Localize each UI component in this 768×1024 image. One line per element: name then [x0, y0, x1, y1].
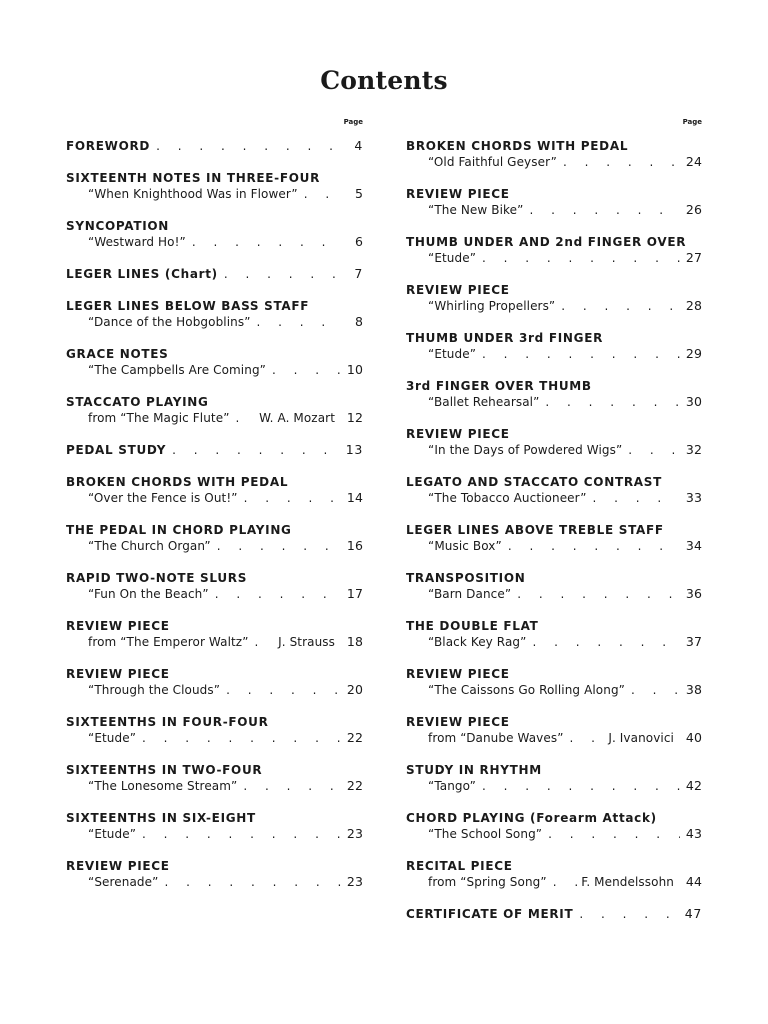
- toc-heading-row: [406, 906, 702, 922]
- toc-heading-row: [66, 442, 363, 458]
- piece-title: “Whirling Propellers”: [428, 299, 556, 313]
- dot-leader: [211, 538, 341, 554]
- toc-piece-row: [406, 826, 702, 842]
- toc-piece-row: [406, 346, 702, 362]
- page-number: 40: [685, 730, 702, 745]
- toc-heading: THUMB UNDER AND 2nd FINGER OVER: [406, 235, 687, 249]
- toc-heading: STACCATO PLAYING: [66, 395, 209, 409]
- piece-title: “When Knighthood Was in Flower”: [88, 187, 298, 201]
- toc-heading-row: [406, 618, 702, 634]
- entry-list-right: [406, 138, 702, 922]
- toc-piece-row: [66, 538, 363, 554]
- contents-column-left: [66, 118, 363, 906]
- dot-leader: [587, 490, 680, 506]
- dot-leader: [237, 778, 341, 794]
- contents-column-right: [406, 118, 702, 938]
- toc-entry: [406, 714, 702, 746]
- dot-leader: [298, 186, 341, 202]
- page-number: 44: [685, 874, 702, 889]
- dot-leader: [476, 250, 680, 266]
- toc-heading-row: [406, 810, 702, 826]
- toc-entry: [66, 618, 363, 650]
- toc-heading: THE PEDAL IN CHORD PLAYING: [66, 523, 292, 537]
- toc-heading-row: [406, 330, 702, 346]
- piece-title: “Etude”: [428, 251, 477, 265]
- toc-piece-row: [66, 682, 363, 698]
- toc-heading: SIXTEENTHS IN SIX-EIGHT: [66, 811, 256, 825]
- toc-heading-row: [66, 714, 363, 730]
- toc-entry: [406, 330, 702, 362]
- toc-heading: SYNCOPATION: [66, 219, 170, 233]
- toc-heading-row: [406, 474, 702, 490]
- dot-leader: [166, 442, 341, 458]
- dot-leader: [542, 826, 680, 842]
- page-number: 16: [346, 538, 363, 553]
- dot-leader: [625, 682, 680, 698]
- toc-heading-row: [406, 282, 702, 298]
- page-number: 20: [346, 682, 363, 697]
- toc-entry: [66, 522, 363, 554]
- dot-leader: [573, 906, 680, 922]
- toc-entry: [66, 394, 363, 426]
- toc-heading: CERTIFICATE OF MERIT: [406, 907, 574, 921]
- dot-leader: [136, 826, 341, 842]
- toc-heading-row: [406, 186, 702, 202]
- toc-heading-row: [66, 218, 363, 234]
- toc-piece-row: [66, 490, 363, 506]
- toc-piece-row: [66, 586, 363, 602]
- toc-heading: SIXTEENTHS IN FOUR-FOUR: [66, 715, 269, 729]
- dot-leader: [238, 490, 341, 506]
- toc-piece-row: [406, 442, 702, 458]
- toc-heading: REVIEW PIECE: [66, 667, 170, 681]
- toc-piece-row: [66, 234, 363, 250]
- piece-title: from “The Magic Flute”: [88, 411, 230, 425]
- toc-piece-row: [406, 682, 702, 698]
- toc-entry: [406, 570, 702, 602]
- page-number: 7: [354, 266, 363, 281]
- toc-heading-row: [66, 266, 363, 282]
- toc-heading: LEGER LINES ABOVE TREBLE STAFF: [406, 523, 664, 537]
- toc-entry: [406, 810, 702, 842]
- toc-entry: [406, 858, 702, 890]
- page-number: 33: [685, 490, 702, 505]
- toc-entry: [66, 218, 363, 250]
- piece-title: “Dance of the Hobgoblins”: [88, 315, 251, 329]
- toc-piece-row: [406, 250, 702, 266]
- dot-leader: [209, 586, 341, 602]
- piece-title: “Music Box”: [428, 539, 502, 553]
- toc-heading: GRACE NOTES: [66, 347, 169, 361]
- toc-heading-row: [66, 666, 363, 682]
- toc-heading: 3rd FINGER OVER THUMB: [406, 379, 592, 393]
- toc-heading: RAPID TWO-NOTE SLURS: [66, 571, 248, 585]
- dot-leader: [266, 362, 341, 378]
- toc-entry: [66, 714, 363, 746]
- toc-entry: [66, 474, 363, 506]
- toc-piece-row: [406, 730, 702, 746]
- page-number: 26: [685, 202, 702, 217]
- toc-piece-row: [406, 538, 702, 554]
- dot-leader: [526, 634, 680, 650]
- composer-name: J. Ivanovici: [608, 731, 674, 745]
- toc-entry: [406, 618, 702, 650]
- toc-heading-row: [406, 234, 702, 250]
- piece-title: “Through the Clouds”: [88, 683, 221, 697]
- toc-heading: LEGER LINES BELOW BASS STAFF: [66, 299, 310, 313]
- toc-entry: [66, 138, 363, 154]
- toc-heading: SIXTEENTHS IN TWO-FOUR: [66, 763, 263, 777]
- piece-title: “The Caissons Go Rolling Along”: [428, 683, 625, 697]
- toc-entry: [66, 762, 363, 794]
- toc-heading: THUMB UNDER 3rd FINGER: [406, 331, 604, 345]
- toc-heading-row: [66, 346, 363, 362]
- toc-entry: [406, 378, 702, 410]
- toc-heading-row: [66, 170, 363, 186]
- piece-title: “Etude”: [428, 347, 477, 361]
- toc-heading-row: [66, 138, 363, 154]
- toc-piece-row: [66, 874, 363, 890]
- toc-entry: [406, 474, 702, 506]
- composer-name: W. A. Mozart: [259, 411, 335, 425]
- piece-title: “The Lonesome Stream”: [88, 779, 238, 793]
- toc-heading: BROKEN CHORDS WITH PEDAL: [406, 139, 629, 153]
- toc-entry: [66, 666, 363, 698]
- toc-piece-row: [406, 490, 702, 506]
- toc-heading-row: [66, 762, 363, 778]
- dot-leader: [523, 202, 680, 218]
- toc-heading: CHORD PLAYING (Forearm Attack): [406, 811, 657, 825]
- toc-entry: [406, 186, 702, 218]
- dot-leader: [218, 266, 341, 282]
- piece-title: “Serenade”: [88, 875, 159, 889]
- piece-title: “The Campbells Are Coming”: [88, 363, 266, 377]
- piece-title: from “The Emperor Waltz”: [88, 635, 249, 649]
- toc-piece-row: [406, 874, 702, 890]
- page-number: 27: [685, 250, 702, 265]
- toc-heading-row: [406, 570, 702, 586]
- toc-entry: [66, 346, 363, 378]
- dot-leader: [476, 778, 680, 794]
- toc-entry: [66, 810, 363, 842]
- toc-heading: LEGATO AND STACCATO CONTRAST: [406, 475, 662, 489]
- piece-title: “The Tobacco Auctioneer”: [428, 491, 587, 505]
- page-number: 22: [346, 778, 363, 793]
- toc-entry: [406, 666, 702, 698]
- piece-title: “The New Bike”: [428, 203, 524, 217]
- toc-heading: LEGER LINES (Chart): [66, 267, 218, 281]
- page-title: Contents: [320, 66, 448, 95]
- toc-entry: [406, 522, 702, 554]
- piece-title: “The School Song”: [428, 827, 543, 841]
- toc-heading-row: [406, 666, 702, 682]
- entry-list-left: [66, 138, 363, 890]
- page-number: 34: [685, 538, 702, 553]
- toc-piece-row: [66, 778, 363, 794]
- dot-leader: [539, 394, 680, 410]
- dot-leader: [476, 346, 680, 362]
- toc-heading: THE DOUBLE FLAT: [406, 619, 539, 633]
- toc-heading-row: [66, 522, 363, 538]
- toc-heading-row: [66, 618, 363, 634]
- toc-heading: FOREWORD: [66, 139, 151, 153]
- piece-title: from “Danube Waves”: [428, 731, 564, 745]
- toc-entry: [406, 282, 702, 314]
- piece-title: “Ballet Rehearsal”: [428, 395, 540, 409]
- piece-title: “In the Days of Powdered Wigs”: [428, 443, 623, 457]
- toc-heading-row: [66, 474, 363, 490]
- piece-title: “Etude”: [88, 731, 137, 745]
- toc-heading: SIXTEENTH NOTES IN THREE-FOUR: [66, 171, 321, 185]
- toc-heading-row: [66, 858, 363, 874]
- toc-heading-row: [66, 394, 363, 410]
- dot-leader: [150, 138, 341, 154]
- toc-heading-row: [406, 426, 702, 442]
- page-column-label: Page: [343, 118, 363, 126]
- composer-name: F. Mendelssohn: [581, 875, 674, 889]
- page-number: 6: [354, 234, 363, 249]
- toc-heading: REVIEW PIECE: [66, 619, 170, 633]
- page-number: 13: [345, 442, 363, 457]
- piece-title: “Black Key Rag”: [428, 635, 527, 649]
- page-number: 43: [685, 826, 702, 841]
- piece-title: “The Church Organ”: [88, 539, 211, 553]
- page-number: 8: [354, 314, 363, 329]
- page-number: 23: [346, 874, 363, 889]
- toc-piece-row: [66, 186, 363, 202]
- piece-title: “Old Faithful Geyser”: [428, 155, 557, 169]
- toc-piece-row: [406, 298, 702, 314]
- toc-heading: REVIEW PIECE: [406, 283, 510, 297]
- dot-leader: [186, 234, 341, 250]
- dot-leader: [220, 682, 341, 698]
- dot-leader: [564, 730, 605, 746]
- toc-heading-row: [406, 138, 702, 154]
- toc-heading: PEDAL STUDY: [66, 443, 167, 457]
- dot-leader: [555, 298, 680, 314]
- page-number: 32: [685, 442, 702, 457]
- toc-piece-row: [406, 154, 702, 170]
- toc-piece-row: [66, 634, 363, 650]
- page-number: 28: [685, 298, 702, 313]
- page-number: 12: [346, 410, 363, 425]
- page-number: 23: [346, 826, 363, 841]
- toc-piece-row: [406, 586, 702, 602]
- page-number: 4: [354, 138, 363, 153]
- page-column-label: Page: [682, 118, 702, 126]
- piece-title: from “Spring Song”: [428, 875, 547, 889]
- piece-title: “Barn Dance”: [428, 587, 512, 601]
- page-number: 10: [346, 362, 363, 377]
- toc-entry: [66, 858, 363, 890]
- toc-entry: [66, 442, 363, 458]
- page-number: 38: [685, 682, 702, 697]
- toc-entry: [406, 138, 702, 170]
- toc-heading: REVIEW PIECE: [406, 667, 510, 681]
- toc-heading: REVIEW PIECE: [406, 187, 510, 201]
- toc-piece-row: [406, 778, 702, 794]
- page-number: 37: [685, 634, 702, 649]
- dot-leader: [502, 538, 680, 554]
- toc-entry: [66, 170, 363, 202]
- toc-piece-row: [66, 314, 363, 330]
- toc-heading: REVIEW PIECE: [406, 427, 510, 441]
- piece-title: “Westward Ho!”: [88, 235, 186, 249]
- toc-heading-row: [66, 570, 363, 586]
- toc-heading: REVIEW PIECE: [66, 859, 170, 873]
- toc-heading-row: [406, 378, 702, 394]
- toc-entry: [406, 426, 702, 458]
- toc-heading: BROKEN CHORDS WITH PEDAL: [66, 475, 289, 489]
- toc-entry: [66, 298, 363, 330]
- dot-leader: [230, 410, 256, 426]
- toc-piece-row: [406, 634, 702, 650]
- dot-leader: [251, 314, 341, 330]
- page-number: 14: [346, 490, 363, 505]
- composer-name: J. Strauss: [278, 635, 335, 649]
- toc-heading-row: [406, 858, 702, 874]
- page-number: 30: [685, 394, 702, 409]
- toc-heading-row: [406, 762, 702, 778]
- toc-entry: [66, 570, 363, 602]
- toc-piece-row: [66, 410, 363, 426]
- toc-heading-row: [66, 298, 363, 314]
- dot-leader: [158, 874, 341, 890]
- piece-title: “Over the Fence is Out!”: [88, 491, 238, 505]
- toc-heading-row: [406, 522, 702, 538]
- toc-piece-row: [406, 202, 702, 218]
- page-number: 22: [346, 730, 363, 745]
- toc-heading: RECITAL PIECE: [406, 859, 513, 873]
- toc-heading: REVIEW PIECE: [406, 715, 510, 729]
- dot-leader: [136, 730, 341, 746]
- page-number: 17: [346, 586, 363, 601]
- page-number: 18: [346, 634, 363, 649]
- page-number: 5: [354, 186, 363, 201]
- toc-entry: [406, 762, 702, 794]
- dot-leader: [249, 634, 275, 650]
- dot-leader: [557, 154, 680, 170]
- toc-heading: STUDY IN RHYTHM: [406, 763, 542, 777]
- page-number: 36: [685, 586, 702, 601]
- toc-heading-row: [66, 810, 363, 826]
- dot-leader: [511, 586, 680, 602]
- toc-entry: [406, 906, 702, 922]
- page-number: 42: [685, 778, 702, 793]
- piece-title: “Fun On the Beach”: [88, 587, 209, 601]
- toc-entry: [406, 234, 702, 266]
- toc-piece-row: [66, 826, 363, 842]
- piece-title: “Etude”: [88, 827, 137, 841]
- page-number: 47: [684, 906, 702, 921]
- toc-entry: [66, 266, 363, 282]
- dot-leader: [547, 874, 578, 890]
- toc-piece-row: [406, 394, 702, 410]
- page-number: 29: [685, 346, 702, 361]
- toc-heading-row: [406, 714, 702, 730]
- dot-leader: [622, 442, 680, 458]
- toc-piece-row: [66, 362, 363, 378]
- toc-piece-row: [66, 730, 363, 746]
- piece-title: “Tango”: [428, 779, 476, 793]
- toc-heading: TRANSPOSITION: [406, 571, 526, 585]
- page-number: 24: [685, 154, 702, 169]
